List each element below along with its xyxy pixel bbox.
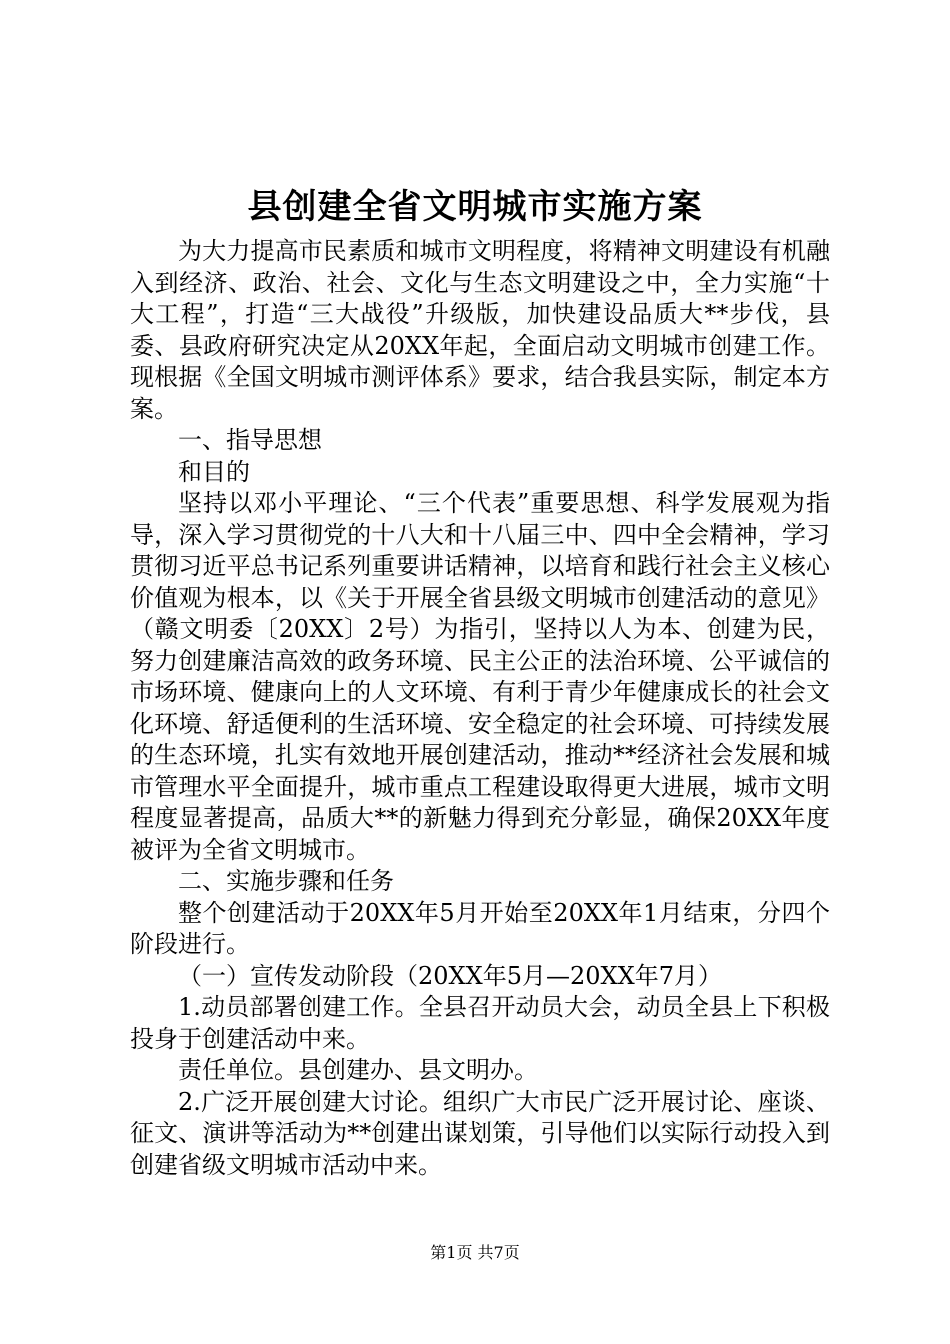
phase-one-heading: （一）宣传发动阶段（20XX年5月—20XX年7月）: [178, 961, 722, 990]
section-heading-continuation: 和目的: [178, 457, 250, 486]
document-body: [130, 236, 830, 1181]
responsible-unit-line: 责任单位。县创建办、县文明办。: [178, 1056, 538, 1084]
task-item-2: 2.广泛开展创建大讨论。组织广大市民广泛开展讨论、座谈、征文、演讲等活动为**创建出谋划策，引导他们以实际行动投入到创建省级文明城市活动中来。: [130, 1087, 830, 1179]
section-heading-guiding-ideology: 一、指导思想: [178, 426, 322, 454]
task-item-1: 1.动员部署创建工作。全县召开动员大会，动员全县上下积极投身于创建活动中来。: [130, 993, 830, 1053]
intro-paragraph: 为大力提高市民素质和城市文明程度，将精神文明建设有机融入到经济、政治、社会、文化与生态文明建设之中，全力实施“十大工程”，打造“三大战役”升级版，加快建设品质大**步伐，县委、县政府研究决定从20XX年起，全面启动文明城市创建工作。现根据《全国文明城市测评体系》要求，结合我县实际，制定本方案。: [130, 237, 830, 423]
document-title: 县创建全省文明城市实施方案: [247, 187, 703, 227]
guiding-ideology-paragraph: 坚持以邓小平理论、“三个代表”重要思想、科学发展观为指导，深入学习贯彻党的十八大和十八届三中、四中全会精神，学习贯彻习近平总书记系列重要讲话精神，以培育和践行社会主义核心价值观为根本，以《关于开展全省县级文明城市创建活动的意见》（赣文明委〔20XX〕2号）为指引，坚持以人为本、创建为民，努力创建廉洁高效的政务环境、民主公正的法治环境、公平诚信的市场环境、健康向上的人文环境、有利于青少年健康成长的社会文化环境、舒适便利的生活环境、安全稳定的社会环境、可持续发展的生态环境，扎实有效地开展创建活动，推动**经济社会发展和城市管理水平全面提升，城市重点工程建设取得更大进展，城市文明程度显著提高，品质大**的新魅力得到充分彰显，确保20XX年度被评为全省文明城市。: [130, 489, 830, 864]
page-number-footer: 第1页 共7页: [430, 1243, 520, 1262]
section-heading-steps: 二、实施步骤和任务: [178, 867, 394, 895]
steps-overview-paragraph: 整个创建活动于20XX年5月开始至20XX年1月结束，分四个阶段进行。: [130, 898, 830, 958]
